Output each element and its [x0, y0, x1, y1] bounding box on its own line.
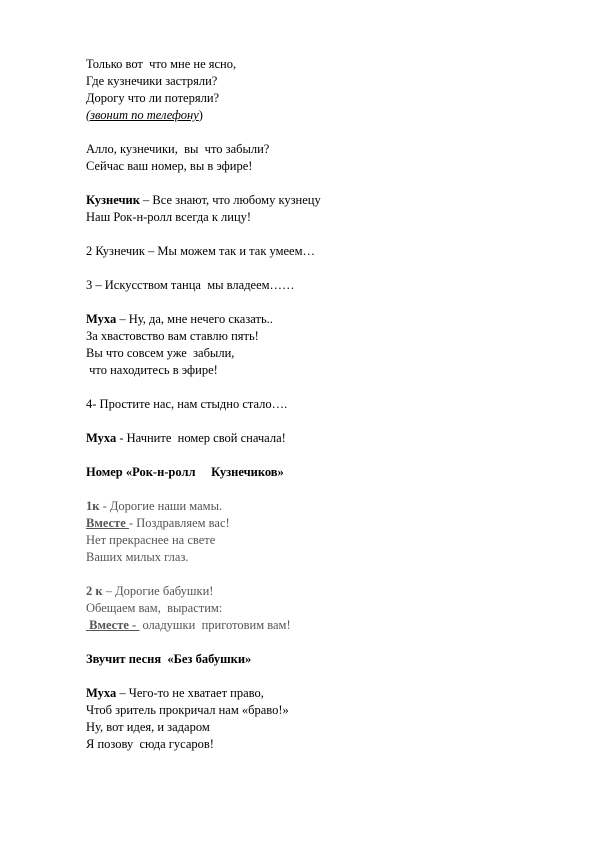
stage-direction-text: (звонит по телефону [86, 108, 199, 122]
dialogue-text: – Чего-то не хватает право, [116, 686, 264, 700]
text-line: Чтоб зритель прокричал нам «браво!» [86, 703, 289, 717]
together-label: Вместе [86, 516, 129, 530]
text-line: Обещаем вам, вырастим: [86, 601, 223, 615]
speaker-name: 2 к [86, 584, 103, 598]
text-line: Дорогу что ли потеряли? [86, 91, 220, 105]
text-line: Нет прекраснее на свете [86, 533, 216, 547]
text-line: Сейчас ваш номер, вы в эфире! [86, 159, 253, 173]
dialogue-line [86, 430, 556, 447]
speaker-name: Муха [86, 431, 117, 445]
speaker-name: Муха [86, 686, 117, 700]
stage-direction [86, 107, 556, 124]
text-line: Только вот что мне не ясно, [86, 57, 237, 71]
section-heading: Номер «Рок-н-ролл Кузнечиков» [86, 465, 284, 479]
text-line: Где кузнечики застряли? [86, 74, 218, 88]
dialogue-line [86, 685, 556, 702]
text-line: 4- Простите нас, нам стыдно стало…. [86, 397, 288, 411]
text-line: За хвастовство вам ставлю пять! [86, 329, 259, 343]
together-label: Вместе - [86, 618, 140, 632]
dialogue-text: – Дорогие бабушки! [102, 584, 214, 598]
text-line: Алло, кузнечики, вы что забыли? [86, 142, 270, 156]
text-line: 3 – Искусством танца мы владеем…… [86, 278, 295, 292]
dialogue-text: - Поздравляем вас! [128, 516, 230, 530]
dialogue-text: - Начните номер свой сначала! [116, 431, 286, 445]
section-heading: Звучит песня «Без бабушки» [86, 652, 252, 666]
dialogue-line [86, 498, 556, 515]
document-page [86, 56, 556, 753]
text-line: Ваших милых глаз. [86, 550, 189, 564]
dialogue-line [86, 583, 556, 600]
text-line: Я позову сюда гусаров! [86, 737, 214, 751]
dialogue-line [86, 617, 556, 634]
text-line: что находитесь в эфире! [86, 363, 218, 377]
speaker-name: Муха [86, 312, 117, 326]
stage-direction-close: ) [198, 108, 203, 122]
dialogue-line [86, 311, 556, 328]
dialogue-text: оладушки приготовим вам! [139, 618, 291, 632]
dialogue-text: – Все знают, что любому кузнецу [139, 193, 321, 207]
dialogue-text: - Дорогие наши мамы. [99, 499, 223, 513]
text-line: Вы что совсем уже забыли, [86, 346, 235, 360]
text-line: Наш Рок-н-ролл всегда к лицу! [86, 210, 252, 224]
text-line: 2 Кузнечик – Мы можем так и так умеем… [86, 244, 316, 258]
dialogue-text: – Ну, да, мне нечего сказать.. [116, 312, 273, 326]
speaker-name: 1к [86, 499, 100, 513]
dialogue-line [86, 192, 556, 209]
dialogue-line [86, 515, 556, 532]
text-line: Ну, вот идея, и задаром [86, 720, 210, 734]
speaker-name: Кузнечик [86, 193, 140, 207]
